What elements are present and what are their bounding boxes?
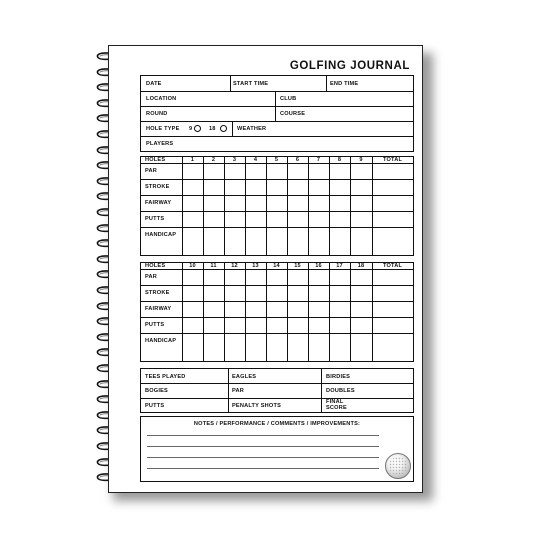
doubles-field[interactable]: DOUBLES bbox=[326, 388, 355, 394]
score-row-label: PUTTS bbox=[145, 322, 165, 328]
final-score-label-1: FINAL bbox=[326, 399, 344, 405]
hole-number: 3 bbox=[232, 157, 237, 163]
hole-number: 4 bbox=[253, 157, 258, 163]
holes-header: HOLES bbox=[145, 263, 166, 269]
notes-panel bbox=[140, 416, 414, 482]
birdies-field[interactable]: BIRDIES bbox=[326, 374, 351, 380]
holes-header: HOLES bbox=[145, 157, 166, 163]
journal-page bbox=[108, 45, 423, 493]
weather-field[interactable]: WEATHER bbox=[237, 126, 267, 132]
hole-number: 12 bbox=[231, 263, 238, 269]
total-header: TOTAL bbox=[382, 157, 403, 163]
hole-number: 8 bbox=[337, 157, 342, 163]
score-row-label: PAR bbox=[145, 168, 157, 174]
penalty-shots-field[interactable]: PENALTY SHOTS bbox=[232, 403, 282, 409]
putts-field[interactable]: PUTTS bbox=[145, 403, 165, 409]
score-row-label: PUTTS bbox=[145, 216, 165, 222]
end-time-field[interactable]: END TIME bbox=[330, 81, 359, 87]
hole-number: 14 bbox=[273, 263, 280, 269]
hole-type-9-radio[interactable] bbox=[194, 125, 201, 132]
round-summary-panel bbox=[140, 368, 414, 413]
date-field[interactable]: DATE bbox=[146, 81, 162, 87]
club-field[interactable]: CLUB bbox=[280, 96, 297, 102]
tees-played-field[interactable]: TEES PLAYED bbox=[145, 374, 186, 380]
hole-type-label: HOLE TYPE bbox=[146, 126, 180, 132]
bogies-field[interactable]: BOGIES bbox=[145, 388, 168, 394]
hole-number: 2 bbox=[211, 157, 216, 163]
score-row-label: HANDICAP bbox=[145, 232, 177, 238]
total-header: TOTAL bbox=[382, 263, 403, 269]
hole-number: 10 bbox=[189, 263, 196, 269]
score-row-label: FAIRWAY bbox=[145, 200, 172, 206]
back-nine-scorecard bbox=[140, 262, 414, 362]
score-row-label: PAR bbox=[145, 274, 157, 280]
hole-number: 17 bbox=[336, 263, 343, 269]
hole-number: 9 bbox=[359, 157, 363, 163]
hole-number: 5 bbox=[274, 157, 279, 163]
hole-number: 7 bbox=[316, 157, 321, 163]
round-field[interactable]: ROUND bbox=[146, 111, 168, 117]
note-line[interactable] bbox=[147, 457, 379, 458]
hole-type-18-radio[interactable] bbox=[220, 125, 227, 132]
golf-ball-icon bbox=[385, 453, 411, 479]
players-field[interactable]: PLAYERS bbox=[146, 141, 174, 147]
score-row-label: FAIRWAY bbox=[145, 306, 172, 312]
hole-number: 11 bbox=[210, 263, 217, 269]
score-row-label: STROKE bbox=[145, 290, 170, 296]
hole-type-9-label: 9 bbox=[189, 126, 193, 132]
front-nine-scorecard bbox=[140, 156, 414, 256]
hole-number: 13 bbox=[252, 263, 259, 269]
score-row-label: STROKE bbox=[145, 184, 170, 190]
notes-heading: NOTES / PERFORMANCE / COMMENTS / IMPROVEMENTS: bbox=[193, 421, 361, 427]
note-line[interactable] bbox=[147, 468, 379, 469]
final-score-label-2[interactable]: SCORE bbox=[326, 405, 347, 411]
score-row-label: HANDICAP bbox=[145, 338, 177, 344]
note-line[interactable] bbox=[147, 446, 379, 447]
hole-number: 1 bbox=[190, 157, 195, 163]
start-time-field[interactable]: START TIME bbox=[233, 81, 269, 87]
note-line[interactable] bbox=[147, 435, 379, 436]
course-field[interactable]: COURSE bbox=[280, 111, 306, 117]
hole-type-18-label: 18 bbox=[209, 126, 216, 132]
hole-number: 6 bbox=[295, 157, 300, 163]
page-title: GOLFING JOURNAL bbox=[289, 60, 410, 72]
hole-number: 18 bbox=[357, 263, 365, 269]
eagles-field[interactable]: EAGLES bbox=[232, 374, 257, 380]
hole-number: 16 bbox=[315, 263, 322, 269]
round-info-panel bbox=[140, 75, 414, 152]
location-field[interactable]: LOCATION bbox=[146, 96, 177, 102]
hole-number: 15 bbox=[294, 263, 301, 269]
par-field[interactable]: PAR bbox=[232, 388, 244, 394]
